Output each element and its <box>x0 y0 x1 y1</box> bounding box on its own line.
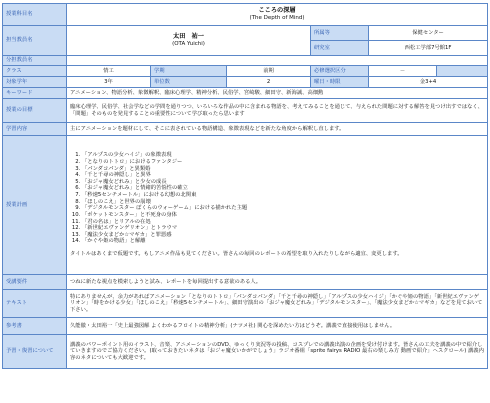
plan-item: 10. 「ポケットモンスター」と不死身の身体 <box>82 212 484 219</box>
course-label: 授業科目名 <box>3 4 67 26</box>
keywords-label: キーワード <box>3 88 67 99</box>
keywords-value: アニメーション、物語分析、象徴解釈、臨床心理学、精神分析、民俗学、宮崎駿、細田守、新海誠、高畑勲 <box>67 88 488 99</box>
teacher-row-1 <box>3 26 488 41</box>
content-row <box>3 123 488 136</box>
syllabus-table <box>2 3 488 369</box>
elective-value: － <box>369 66 437 77</box>
plan-note: タイトルはあくまで仮題です。もしアニメ作品も見てください。皆さんの毎回のレポートの希望を取り入れたりしながら適宜、変更します。 <box>70 250 403 257</box>
plan-item: 3. 「パンダコパンダ」と異類婚 <box>82 166 484 173</box>
content-value: 主にアニメーションを題材にして、そこに表されている物語構造、象徴表現などを新たな角度から解釈し直します。 <box>67 123 488 136</box>
prep-label: 予習・復習について <box>3 335 67 369</box>
class-row <box>3 66 488 77</box>
references-label: 参考書 <box>3 318 67 335</box>
term-label: 学期 <box>151 66 227 77</box>
lab-value: 西松工学部7号館1F <box>369 41 488 56</box>
requirements-row <box>3 275 488 290</box>
elective-label: 必修選択区分 <box>311 66 369 77</box>
plan-row <box>3 136 488 275</box>
requirements-value: つねに新たな視点を模索しようと試み、レポートを毎回提出する意欲のある人。 <box>67 275 488 290</box>
term-value: 前期 <box>227 66 311 77</box>
plan-item: 14. 「かぐや姫の物語」と解離 <box>82 238 484 245</box>
references-row <box>3 318 488 335</box>
course-row <box>3 4 488 26</box>
year-value: 3年 <box>67 77 151 88</box>
plan-item: 7. 「秒速5センチメートル」における幻想の北関東 <box>82 192 484 199</box>
teacher-name-cell <box>67 26 311 56</box>
course-title-cell <box>67 4 488 26</box>
lab-label: 研究室 <box>311 41 369 56</box>
teacher-label: 担当教員名 <box>3 26 67 56</box>
plan-item: 1. 「アルプスの少女ハイジ」の象徴表現 <box>82 152 484 159</box>
plan-item: 13. 「魔法少女まどか☆マギカ」と罪悪感 <box>82 232 484 239</box>
plan-label: 授業計画 <box>3 136 67 275</box>
teacher-name-en: (OTA Yuichi) <box>172 40 205 47</box>
objective-value: 臨床心理学、民俗学、社会学などの学問を通りつつ、いろいろな作品の中に含まれる物語を、考えてみることを通じて、与えられた問題に対する解答を見つけ出すではなく、「問題」そのものを発見することの重要性について学び取ったら思います <box>67 99 488 123</box>
references-value: 久能徹・太田裕一「史上最強図解 よくわかるフロイトの精神分析」(ナツメ社) 関心を深めたい方はどうぞ。講義で直接使用はしません。 <box>67 318 488 335</box>
plan-item: 5. 「おジャ魔女どれみ」と少女の成長 <box>82 179 484 186</box>
course-title: こころの深層 <box>258 7 296 15</box>
objective-row <box>3 99 488 123</box>
shared-teachers-value <box>67 56 488 66</box>
plan-item: 11. 「君の名は」とリアルの在処 <box>82 219 484 226</box>
textbook-row <box>3 290 488 318</box>
plan-item: 4. 「千と千尋の神隠し」と異界 <box>82 172 484 179</box>
plan-cell <box>67 136 488 275</box>
textbook-label: テキスト <box>3 290 67 318</box>
schedule-value: 金3+4 <box>369 77 488 88</box>
shared-teachers-label: 分担教員名 <box>3 56 67 66</box>
credit-value: 2 <box>227 77 311 88</box>
teacher-name: 太田 祐一 <box>173 33 204 41</box>
plan-item: 8. 「ほしのこえ」と世界の崩壊 <box>82 199 484 206</box>
class-row-filler <box>437 66 488 77</box>
year-row <box>3 77 488 88</box>
schedule-label: 曜日・時限 <box>311 77 369 88</box>
textbook-value: 特にありませんが、余力があればアニメーション「となりのトトロ」「パンダコパンダ」「千と千尋の神隠し」「アルプスの少女ハイジ」「かぐや姫の物語」「新世紀エヴァンゲリオン」「時をかける少女」「ほしのこえ」「秒速5センチメートル」、細田守演出の「おジャ魔女どれみ」「デジタルモンスター」、「魔法少女まどか☆マギカ」などを見ておいて下さい。 <box>67 290 488 318</box>
prep-value: 講義のパワーポイント用のイラスト、音楽、アニメーションのDVD、ゆっくり実況等の投稿、コスプレでの講義出演の企画を受け付けます。皆さんの工夫を講義の中で紹介していきますのでご協力ください。(取っておきたいネタは「おジャ魔女いかがでしょう」ラジオ番組「sprite fairys RADIO 最右の楽しみ方 動画で紹介」ヘスクロール) 講義内容のネタについても大歓迎です。 <box>67 335 488 369</box>
content-label: 学習内容 <box>3 123 67 136</box>
plan-item: 2. 「となりのトトロ」におけるファンタジー <box>82 159 484 166</box>
requirements-label: 受講要件 <box>3 275 67 290</box>
class-value: 情工 <box>67 66 151 77</box>
shared-teachers-row <box>3 56 488 66</box>
plan-list <box>70 152 484 245</box>
objective-label: 授業の目標 <box>3 99 67 123</box>
prep-row <box>3 335 488 369</box>
credit-label: 単位数 <box>151 77 227 88</box>
plan-item: 9. 「デジタルモンスター ぼくらのウォーゲーム」における描かれた主題 <box>82 205 484 212</box>
class-label: クラス <box>3 66 67 77</box>
affiliation-value: 保健センター <box>369 26 488 41</box>
affiliation-label: 所属等 <box>311 26 369 41</box>
plan-item: 12. 「新世紀エヴァンゲリオン」とトラウマ <box>82 225 484 232</box>
year-label: 対象学年 <box>3 77 67 88</box>
course-subtitle: (The Depth of Mind) <box>249 14 305 21</box>
plan-item: 6. 「おジャ魔女どれみ」と情緒的苦悩性の確立 <box>82 185 484 192</box>
keywords-row <box>3 88 488 99</box>
